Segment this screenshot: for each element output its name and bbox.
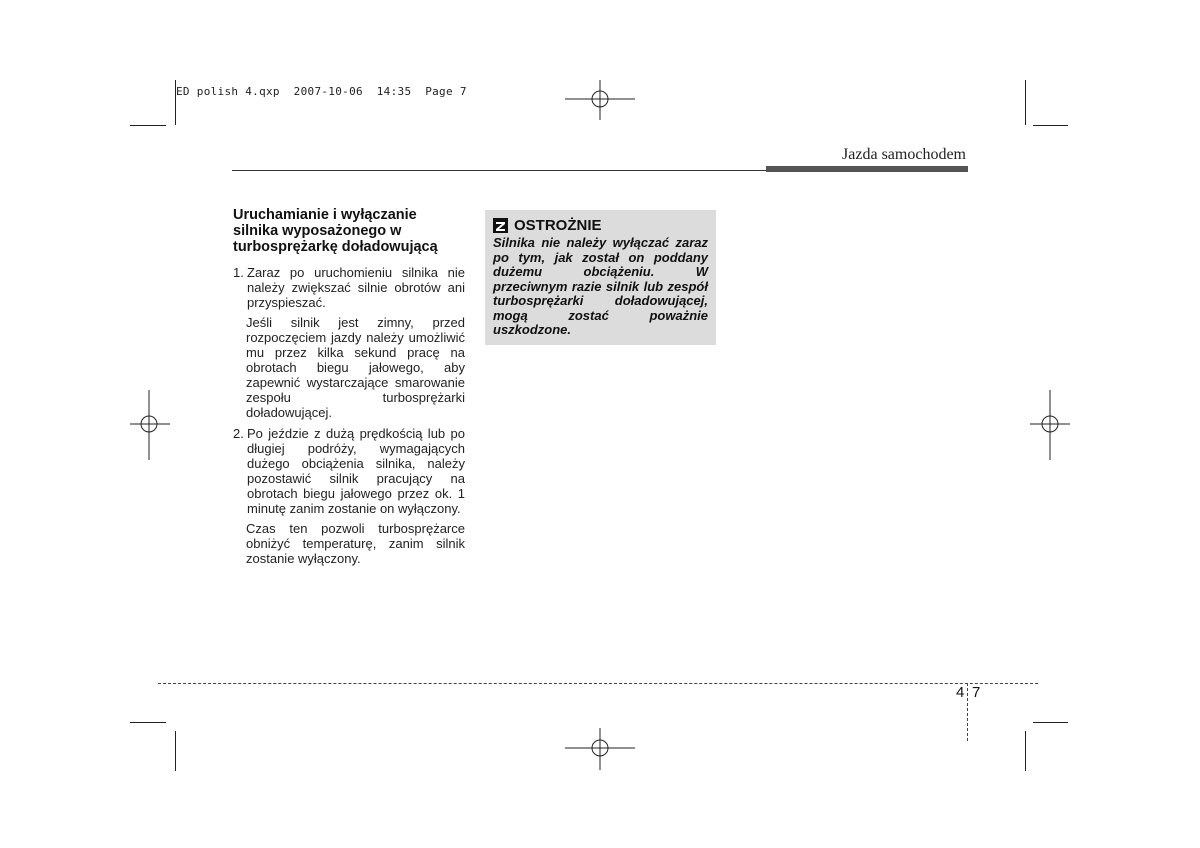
caution-box bbox=[485, 210, 716, 345]
registration-mark-bottom bbox=[565, 728, 635, 770]
section-heading bbox=[233, 207, 465, 255]
step-2 bbox=[233, 426, 465, 566]
header-rule bbox=[232, 170, 766, 171]
caution-text: Silnika nie należy wyłączać zaraz po tym, jak został on poddany dużemu obciążeniu. W przeciwnym razie silnik lub zespół turbosprężarki doładowującej, mogą zostać poważnie uszkodzone. bbox=[493, 235, 708, 337]
step-text: Zaraz po uruchomieniu silnika nie należy zwiększać silnie obrotów ani przyspieszać. bbox=[247, 265, 465, 310]
caution-icon bbox=[493, 218, 508, 233]
step-note: Czas ten pozwoli turbosprężarce obniżyć temperaturę, zanim silnik zostanie wyłączony. bbox=[246, 521, 465, 566]
heading-line: turbosprężarkę doładowującą bbox=[233, 239, 438, 255]
heading-line: Uruchamianie i wyłączanie bbox=[233, 207, 417, 223]
footer-rule bbox=[158, 683, 1038, 684]
registration-mark-right bbox=[1030, 390, 1070, 460]
section-column bbox=[233, 207, 465, 566]
step-1 bbox=[233, 265, 465, 420]
step-note: Jeśli silnik jest zimny, przed rozpoczęciem jazdy należy umożliwić mu przez kilka sekund pracę na obrotach biegu jałowego, aby zapewnić wystarczające smarowanie zespołu turbosprężarki doładowującej. bbox=[246, 315, 465, 420]
step-text: Po jeździe z dużą prędkością lub po długiej podróży, wymagających dużego obciążenia silnika, należy pozostawić silnik pracujący na obrotach biegu jałowego przez ok. 1 minutę zanim zostanie on wyłączony. bbox=[247, 426, 465, 516]
print-slug: ED polish 4.qxp 2007-10-06 14:35 Page 7 bbox=[176, 85, 467, 98]
step-number: 1. bbox=[233, 265, 244, 280]
registration-mark-left bbox=[130, 390, 170, 460]
step-number: 2. bbox=[233, 426, 244, 441]
chapter-title: Jazda samochodem bbox=[842, 146, 966, 163]
heading-line: silnika wyposażonego w bbox=[233, 223, 402, 239]
page-number-divider bbox=[967, 683, 968, 741]
header-rule-accent bbox=[766, 166, 968, 172]
caution-header bbox=[493, 217, 708, 234]
registration-mark-top bbox=[565, 80, 635, 120]
section-number: 4 bbox=[956, 684, 965, 701]
page-number: 7 bbox=[972, 684, 981, 701]
caution-title: OSTROŻNIE bbox=[514, 217, 602, 234]
